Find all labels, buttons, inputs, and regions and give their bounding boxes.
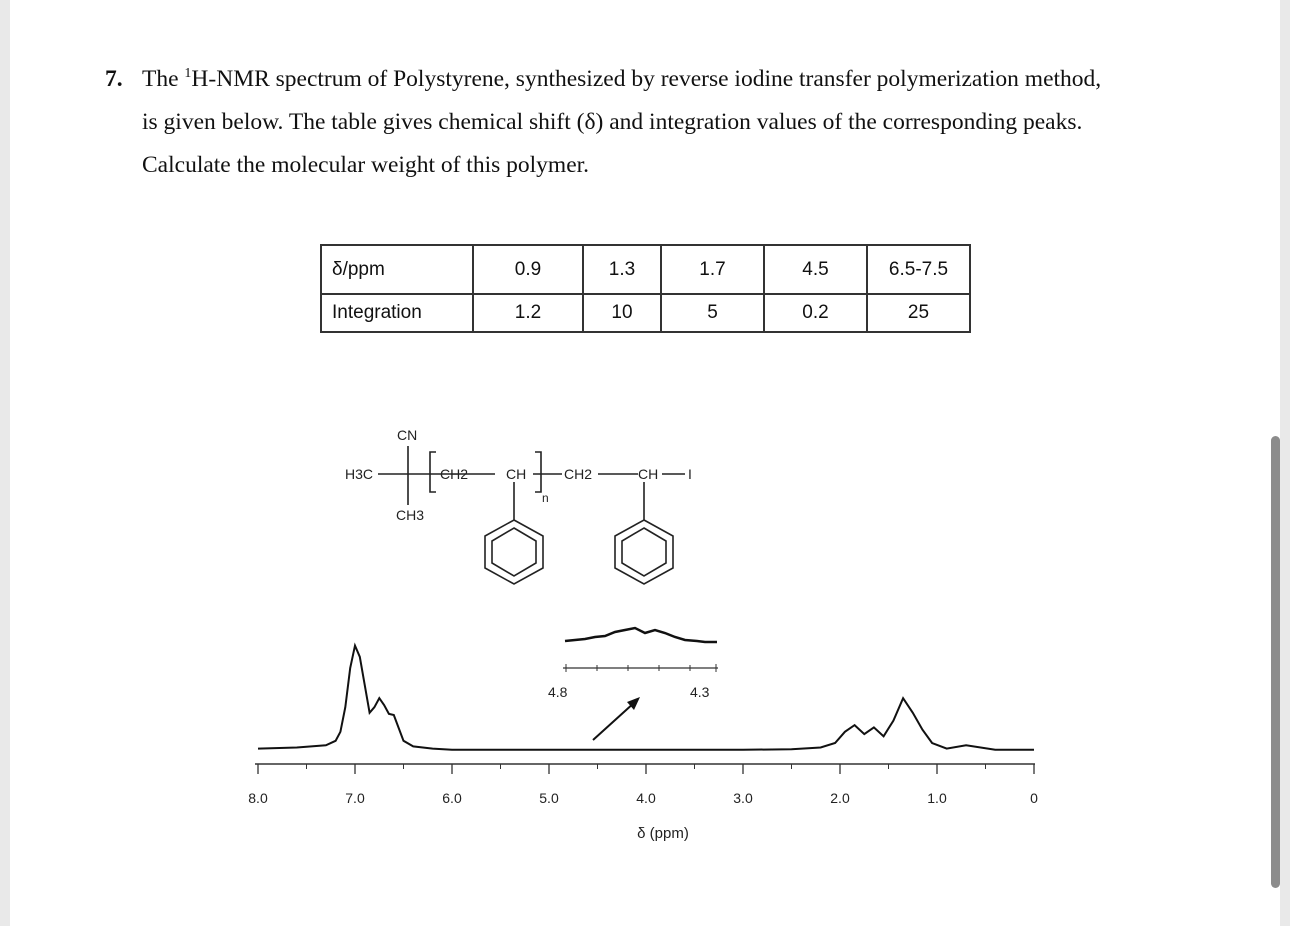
question-line1-pre: The [142,66,185,92]
bracket-left [430,452,436,492]
spectrum-line [258,646,1034,750]
table-cell: 5 [661,294,764,332]
x-axis-ticks [258,764,1034,774]
table-header-shift: δ/ppm [321,245,473,294]
question-number: 7. [105,66,123,92]
inset-label-left: 4.8 [548,684,568,700]
table-header-integration: Integration [321,294,473,332]
benzene-ring [615,520,673,584]
label-ch2: CH2 [564,466,593,482]
label-cn: CN [397,427,418,443]
label-ch: CH [506,466,527,482]
label-n: n [542,491,549,505]
x-axis-tick-labels [248,790,1038,806]
x-tick-label: 4.0 [636,790,656,806]
benzene-ring [485,520,543,584]
table-cell: 0.2 [764,294,867,332]
table-cell: 25 [867,294,970,332]
x-tick-label: 5.0 [539,790,559,806]
spectrum-inset [548,628,718,740]
benzene-inner [492,528,536,576]
label-h3c: H3C [345,466,374,482]
x-tick-label: 8.0 [248,790,268,806]
inset-spectrum-line [565,628,717,642]
question-line-3: Calculate the molecular weight of this polymer. [142,152,590,178]
x-tick-label: 6.0 [442,790,462,806]
table-cell: 6.5-7.5 [867,245,970,294]
superscript-one: 1 [184,66,192,81]
inset-label-right: 4.3 [690,684,710,700]
x-tick-label: 1.0 [927,790,947,806]
table-cell: 1.2 [473,294,583,332]
x-tick-label: 2.0 [830,790,850,806]
benzene-inner [622,528,666,576]
question-line1-post: H-NMR spectrum of Polystyrene, synthesized by reverse iodine transfer polymerization method, [191,66,1102,92]
table-cell: 0.9 [473,245,583,294]
x-tick-label: 3.0 [733,790,753,806]
question-line-2: is given below. The table gives chemical shift (δ) and integration values of the corresponding peaks. [142,109,1083,135]
table-cell: 1.7 [661,245,764,294]
x-tick-label: 7.0 [345,790,365,806]
label-ch: CH [638,466,659,482]
x-tick-label: 0 [1030,790,1038,806]
bracket-right [535,452,541,492]
table-cell: 1.3 [583,245,661,294]
x-axis-label: δ (ppm) [637,825,689,842]
arrow-line [593,702,635,740]
table-cell: 10 [583,294,661,332]
label-iodine: I [688,466,692,482]
table-cell: 4.5 [764,245,867,294]
structure-labels [345,427,692,523]
label-ch2: CH2 [440,466,469,482]
label-ch3: CH3 [396,507,425,523]
